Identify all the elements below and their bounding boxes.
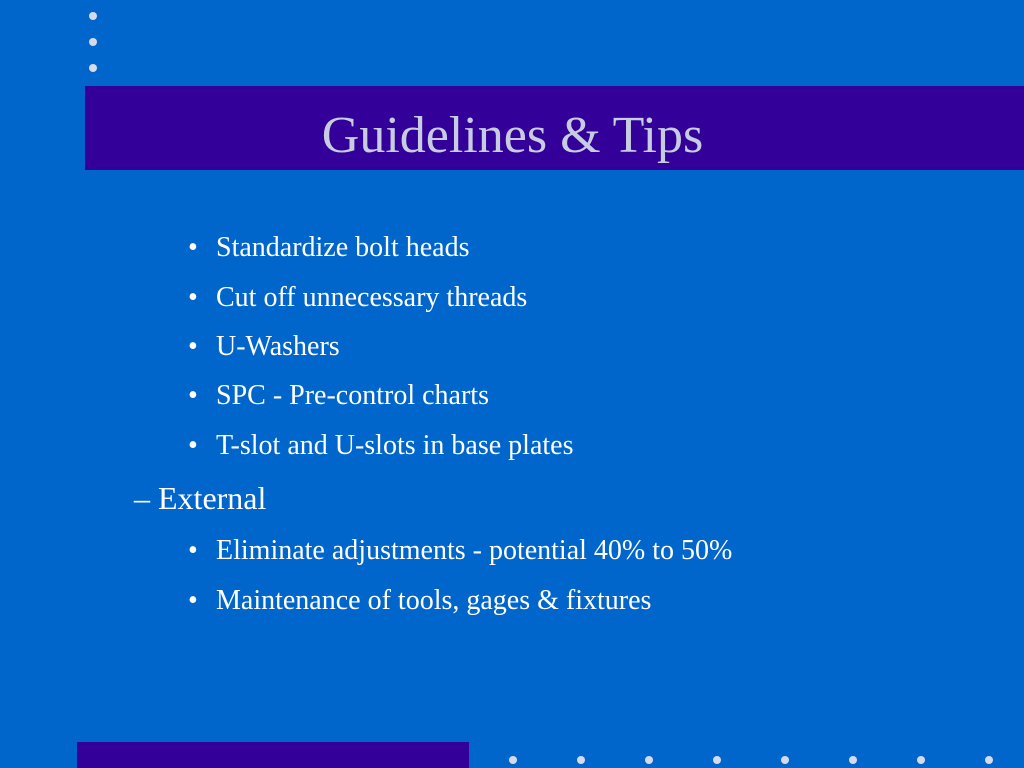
- bullet-item: [188, 430, 573, 462]
- bullet-text: Eliminate adjustments - potential 40% to 50%: [216, 535, 733, 566]
- slide-title: Guidelines & Tips: [321, 107, 704, 164]
- bullet-icon: •: [188, 430, 198, 461]
- bottom-bar: [77, 742, 469, 768]
- bullet-icon: •: [188, 282, 198, 313]
- bullet-text: Cut off unnecessary threads: [216, 282, 528, 313]
- bullet-icon: •: [188, 232, 198, 263]
- decorative-dot: [985, 756, 993, 764]
- decorative-dot: [713, 756, 721, 764]
- decorative-dot: [645, 756, 653, 764]
- dash-icon: –: [134, 480, 150, 516]
- bullet-item: [188, 380, 489, 412]
- decorative-dot: [781, 756, 789, 764]
- decorative-dot: [509, 756, 517, 764]
- bullet-text: U-Washers: [216, 331, 340, 362]
- bullet-item: [188, 232, 469, 264]
- bullet-item: [188, 585, 651, 617]
- bullet-text: SPC - Pre-control charts: [216, 380, 489, 411]
- decorative-dot: [849, 756, 857, 764]
- bullet-item: [188, 535, 732, 567]
- bullet-text: Standardize bolt heads: [216, 232, 470, 263]
- bullet-icon: •: [188, 585, 198, 616]
- bullet-icon: •: [188, 535, 198, 566]
- bullet-item: [188, 282, 527, 314]
- decorative-dot: [577, 756, 585, 764]
- bullet-item: [188, 331, 340, 363]
- section-label: External: [158, 480, 267, 516]
- bullet-text: T-slot and U-slots in base plates: [216, 430, 574, 461]
- decorative-dot: [917, 756, 925, 764]
- bullet-icon: •: [188, 380, 198, 411]
- bullet-text: Maintenance of tools, gages & fixtures: [216, 585, 652, 616]
- section-heading: [134, 480, 266, 517]
- bullet-icon: •: [188, 331, 198, 362]
